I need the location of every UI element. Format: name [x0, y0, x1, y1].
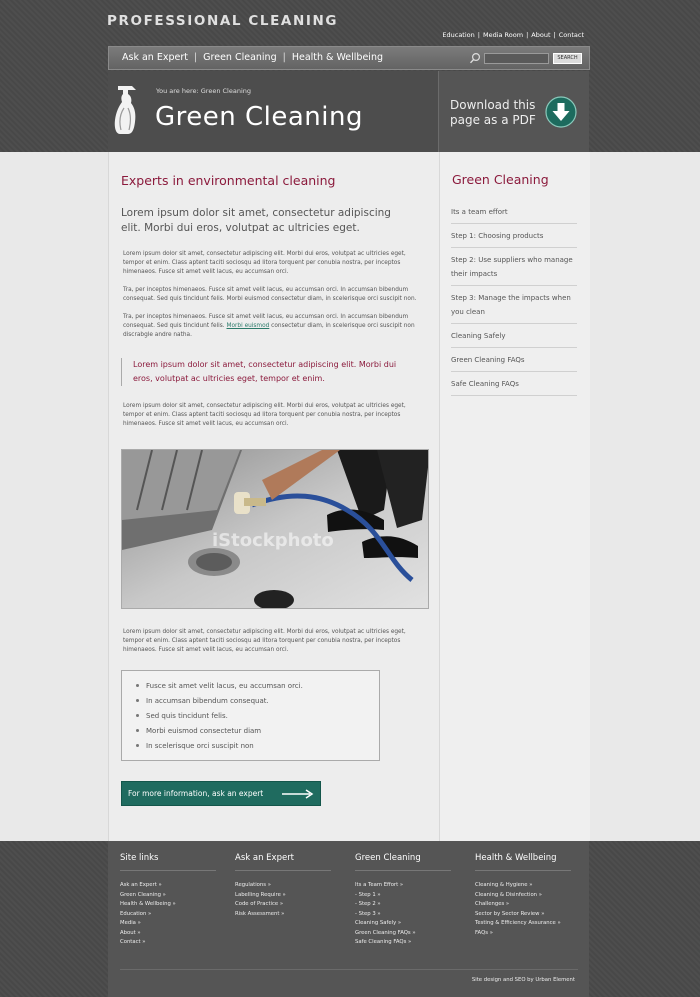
- footer-link[interactable]: Sector by Sector Review »: [475, 910, 545, 917]
- footer-column-title: Green Cleaning: [355, 853, 451, 871]
- content-area: [108, 152, 589, 841]
- bullet-list-box: [121, 670, 380, 761]
- utility-nav: [442, 31, 584, 39]
- sidebar-item-safe-cleaning-faqs[interactable]: Safe Cleaning FAQs: [451, 372, 577, 396]
- list-item: Sed quis tincidunt felis.: [136, 710, 303, 725]
- list-item: Morbi euismod consectetur diam: [136, 725, 303, 740]
- main-nav-bar: [108, 46, 590, 70]
- sidebar: [439, 152, 590, 841]
- paragraph-4: Lorem ipsum dolor sit amet, consectetur adipiscing elit. Morbi dui eros, volutpat ac ultricies eget, tempor et enim. Class aptent taciti sociosqu ad litora torquent per conubia nostra, per inceptos himenaeos. Fusce sit amet velit lacus, eu accumsan orci.: [123, 403, 406, 427]
- footer-link[interactable]: - Step 1 »: [355, 891, 381, 898]
- footer-link[interactable]: Regulations »: [235, 882, 271, 888]
- sidebar-item-step-2[interactable]: Step 2: Use suppliers who manage their impacts: [451, 248, 577, 286]
- breadcrumb: You are here: Green Cleaning: [156, 87, 251, 95]
- ask-expert-label: For more information, ask an expert: [128, 789, 264, 798]
- footer-link[interactable]: About »: [120, 929, 141, 936]
- photo-watermark: iStockphoto: [212, 530, 334, 551]
- bullet-list: [136, 680, 303, 755]
- sidebar-item-green-cleaning-faqs[interactable]: Green Cleaning FAQs: [451, 348, 577, 372]
- paragraph-3: [123, 313, 423, 340]
- list-item: In scelerisque orci suscipit non: [136, 740, 303, 755]
- search-button[interactable]: SEARCH: [553, 53, 582, 64]
- download-pdf-label: [450, 98, 540, 128]
- ask-expert-button[interactable]: [121, 781, 321, 806]
- footer-link[interactable]: Ask an Expert »: [120, 882, 162, 888]
- sidebar-heading: Green Cleaning: [452, 172, 549, 187]
- util-link-about[interactable]: About: [531, 31, 551, 39]
- separator: |: [526, 31, 529, 39]
- inline-link-morbi-euismod[interactable]: Morbi euismod: [226, 323, 270, 329]
- footer-column-title: Site links: [120, 853, 216, 871]
- footer-link[interactable]: Green Cleaning »: [120, 891, 166, 898]
- main-nav: [122, 52, 383, 63]
- page-title: Green Cleaning: [155, 102, 363, 132]
- footer-link[interactable]: Contact »: [120, 939, 146, 945]
- footer-link[interactable]: FAQs »: [475, 929, 493, 936]
- footer-link[interactable]: Media »: [120, 920, 141, 926]
- util-link-contact[interactable]: Contact: [558, 31, 584, 39]
- sidebar-item-step-1[interactable]: Step 1: Choosing products: [451, 224, 577, 248]
- footer-link[interactable]: Health & Wellbeing »: [120, 901, 176, 907]
- footer-link[interactable]: Labelling Require »: [235, 891, 286, 898]
- footer-column-health-wellbeing: [475, 853, 571, 938]
- footer-link[interactable]: Cleaning Safely »: [355, 920, 402, 926]
- footer-column-title: Ask an Expert: [235, 853, 331, 871]
- download-pdf-panel[interactable]: [438, 71, 589, 152]
- section-heading: Experts in environmental cleaning: [121, 173, 336, 188]
- footer-column-ask-an-expert: [235, 853, 331, 919]
- footer-link[interactable]: Cleaning & Hygiene »: [475, 882, 533, 888]
- footer-link[interactable]: Challenges »: [475, 901, 510, 907]
- footer-divider: [120, 969, 578, 970]
- sidebar-item-cleaning-safely[interactable]: Cleaning Safely: [451, 324, 577, 348]
- download-pdf-line2: page as a PDF: [450, 113, 536, 127]
- footer-link[interactable]: Risk Assessment »: [235, 910, 285, 917]
- footer-link[interactable]: Testing & Efficiency Assurance »: [475, 920, 561, 926]
- intro-text: Lorem ipsum dolor sit amet, consectetur adipiscing elit. Morbi dui eros, volutpat ac ultricies eget.: [121, 207, 391, 234]
- footer-inner: [108, 841, 589, 997]
- separator: |: [477, 31, 480, 39]
- separator: |: [282, 52, 286, 63]
- footer-column-green-cleaning: [355, 853, 451, 948]
- nav-health-wellbeing[interactable]: Health & Wellbeing: [291, 52, 383, 63]
- util-link-media-room[interactable]: Media Room: [482, 31, 524, 39]
- footer-link[interactable]: - Step 3 »: [355, 910, 381, 917]
- nav-green-cleaning[interactable]: Green Cleaning: [203, 52, 277, 63]
- pull-quote: Lorem ipsum dolor sit amet, consectetur adipiscing elit. Morbi dui eros, volutpat ac ultricies eget, tempor et enim.: [121, 358, 411, 386]
- paragraph-3-text-a: Tra, per inceptos himenaeos. Fusce sit amet velit lacus, eu accumsan orci. In accumsan bibendum consequat. Sed quis tincidunt felis.: [123, 314, 409, 329]
- paragraph-5: Lorem ipsum dolor sit amet, consectetur adipiscing elit. Morbi dui eros, volutpat ac ultricies eget, tempor et enim. Class aptent taciti sociosqu ad litora torquent per conubia nostra, per inceptos himenaeos. Fusce sit amet velit lacus, eu accumsan orci.: [123, 629, 406, 653]
- separator: |: [553, 31, 556, 39]
- footer-link[interactable]: Education »: [120, 910, 152, 917]
- sidebar-nav: [451, 200, 577, 396]
- page-hero: [108, 71, 438, 152]
- list-item: In accumsan bibendum consequat.: [136, 695, 303, 710]
- nav-ask-an-expert[interactable]: Ask an Expert: [122, 52, 188, 63]
- download-pdf-line1: Download this: [450, 98, 536, 112]
- footer-link[interactable]: Green Cleaning FAQs »: [355, 929, 416, 936]
- download-arrow-icon[interactable]: [545, 96, 577, 128]
- paragraph-1: Lorem ipsum dolor sit amet, consectetur adipiscing elit. Morbi dui eros, volutpat ac ultricies eget, tempor et enim. Class aptent taciti sociosqu ad litora torquent per conubia nostra, per inceptos himenaeos. Fusce sit amet velit lacus, eu accumsan orci.: [123, 251, 406, 275]
- footer-link[interactable]: Safe Cleaning FAQs »: [355, 939, 412, 945]
- sidebar-item-team-effort[interactable]: Its a team effort: [451, 200, 577, 224]
- footer-link[interactable]: Its a Team Effort »: [355, 882, 404, 888]
- sidebar-item-step-3[interactable]: Step 3: Manage the impacts when you clean: [451, 286, 577, 324]
- separator: |: [193, 52, 198, 63]
- footer: [0, 841, 700, 997]
- footer-column-title: Health & Wellbeing: [475, 853, 571, 871]
- footer-link[interactable]: Cleaning & Disinfection »: [475, 891, 542, 898]
- site-logo[interactable]: PROFESSIONAL CLEANING: [107, 13, 339, 29]
- footer-link[interactable]: - Step 2 »: [355, 901, 381, 907]
- cleaning-photo: [121, 449, 429, 609]
- paragraph-2: Tra, per inceptos himenaeos. Fusce sit amet velit lacus, eu accumsan orci. In accumsan bibendum consequat. Sed quis tincidunt felis. Morbi euismod consectetur diam, in scelerisque orci suscipit non.: [123, 287, 417, 302]
- footer-link[interactable]: Code of Practice »: [235, 901, 284, 907]
- arrow-right-icon: [282, 789, 314, 799]
- util-link-education[interactable]: Education: [442, 31, 475, 39]
- paragraph-3-text-b: consectetur diam, in scelerisque orci suscipit non discrabgle andre natha.: [123, 323, 415, 338]
- search-icon[interactable]: [469, 52, 481, 64]
- search-input[interactable]: [484, 53, 549, 64]
- footer-column-site-links: [120, 853, 216, 948]
- footer-credit[interactable]: Site design and SEO by Urban Element: [471, 977, 575, 983]
- spray-bottle-icon: [114, 84, 139, 136]
- list-item: Fusce sit amet velit lacus, eu accumsan orci.: [136, 680, 303, 695]
